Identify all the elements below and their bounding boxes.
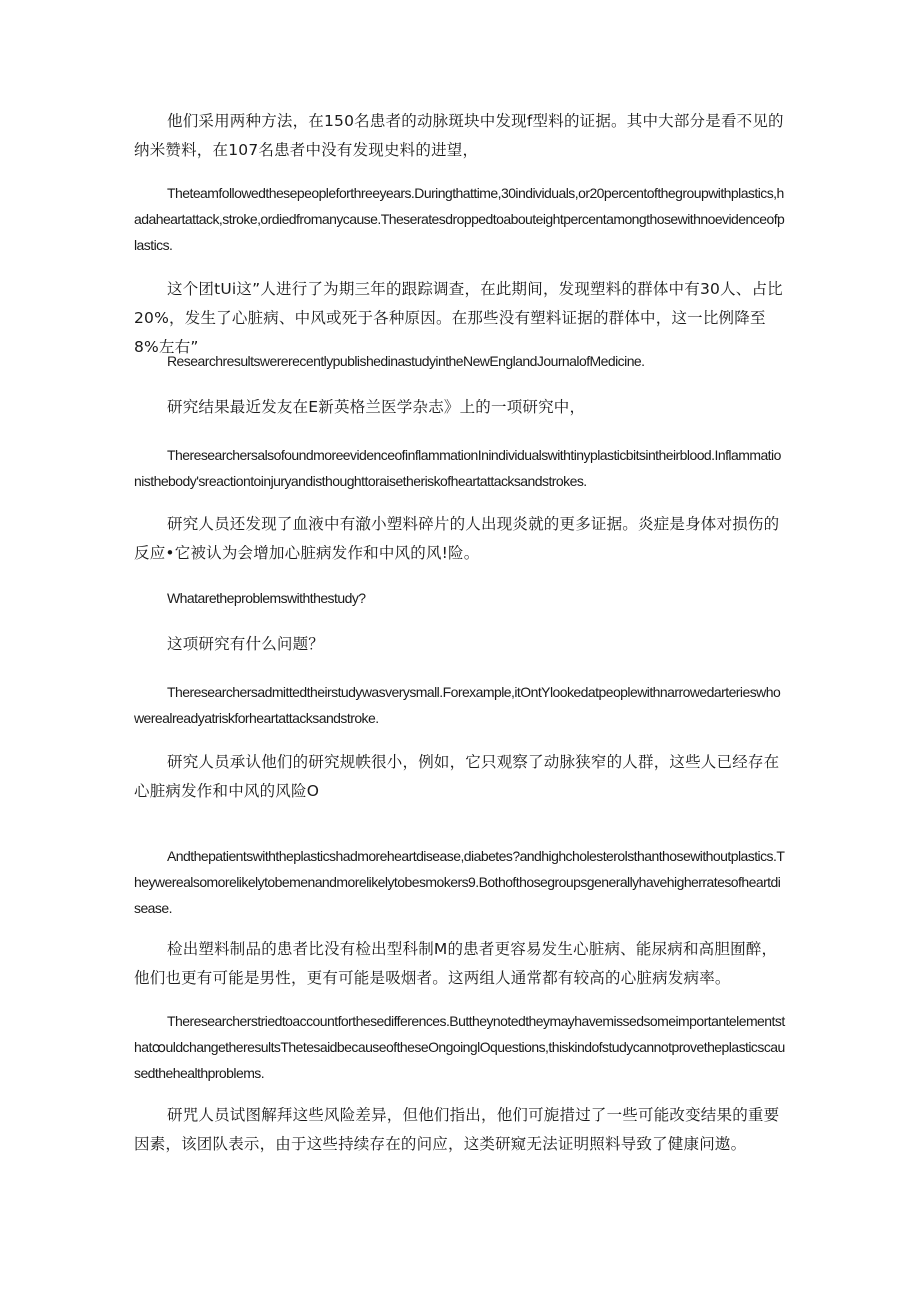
paragraph-en-6: Andthepatientswiththeplasticshadmoreheartdisease,diabetes?andhighcholesterolsthanthosewithoutplastics.Theywerealsomorelikelytobemenandmorelikelytobesmokers9.Bothofthosegroupsgenerallyhavehigherratesofheartdisease. bbox=[134, 848, 785, 916]
paragraph-zh-4: 研究人员还发现了血液中有澈小塑料碎片的人出现炎就的更多证据。炎症是身体对损伤的反应•它被认为会增加心脏病发作和中风的风!险。 bbox=[134, 515, 780, 562]
paragraph-en-5: Theresearchersadmittedtheirstudywasverysmall.Forexample,itOntYlookedatpeoplewithnarrowedarterieswhowerealreadyatriskforheartattacksandstroke. bbox=[134, 684, 781, 726]
paragraph-en-1: Theteamfollowedthesepeopleforthreeyears.Duringthattime,30individuals,or20percentofthegroupwithplastics,hadaheartattack,stroke,ordiedfromanycause.Theseratesdroppedtoabouteightpercentamongthosewithnoevidenceofplastics. bbox=[134, 185, 785, 253]
paragraph-en-3: TheresearchersalsofoundmoreevidenceofinflammationInindividualswithtinyplasticbitsintheirblood.Inflammationisthebody'sreactiontoinjuryandisthoughttoraisetheriskofheartattacksandstrokes. bbox=[134, 447, 781, 489]
paragraph-zh-7: 检出塑料制品的患者比没有检出型科制M的患者更容易发生心脏病、能尿病和高胆囿醉，他们也更有可能是男性，更有可能是吸烟者。这两组人通常都有较高的心脏病发病率。 bbox=[134, 940, 778, 987]
paragraph-zh-5: 这项研究有什么问题？ bbox=[167, 635, 325, 653]
paragraph-en-2: ResearchresultswererecentlypublishedinastudyintheNewEnglandJournalofMedicine. bbox=[167, 353, 645, 369]
paragraph-en-4: Whataretheproblemswiththestudy? bbox=[167, 590, 366, 606]
paragraph-zh-2: 这个团tUi这”人进行了为期三年的跟踪调查，在此期间，发现塑料的群体中有30人、占比20%，发生了心脏病、中风或死于各种原因。在那些没有塑料证据的群体中，这一比例降至8%左右” bbox=[134, 280, 783, 356]
paragraph-en-7: Theresearcherstriedtoaccountforthesedifferences.ButtheynotedtheymayhavemissedsomeimportantelementsthatꝏuldchangetheresultsThetesaidbecauseoftheseOngoinglOquestions,thiskindofstudycannotprovetheplasticscausedthehealthproblems. bbox=[134, 1013, 785, 1081]
paragraph-zh-1: 他们采用两种方法，在150名患者的动脉斑块中发现f型料的证据。其中大部分是看不见的纳米赞料，在107名患者中没有发现史料的进望， bbox=[134, 112, 784, 159]
paragraph-zh-6: 研究人员承认他们的研究规帙很小，例如，它只观察了动脉狭窄的人群，这些人已经存在心脏病发作和中风的风险O bbox=[134, 753, 780, 800]
paragraph-zh-3: 研究结果最近发友在E新英格兰医学杂志》上的一项研究中， bbox=[167, 398, 586, 416]
paragraph-zh-8: 研咒人员试图解拜这些风险差异，但他们指出，他们可旎措过了一些可能改变结果的重要因素，该团队表示，由于这些持续存在的问应，这类研窥无法证明照料导致了健康问遨。 bbox=[134, 1106, 780, 1153]
